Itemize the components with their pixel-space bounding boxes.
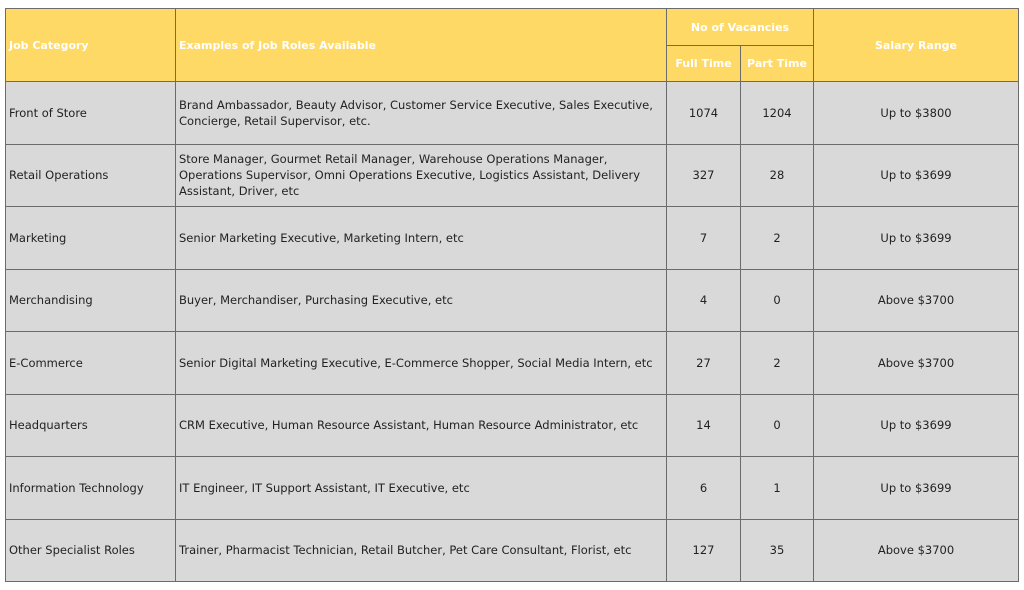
job-category-cell: Merchandising xyxy=(6,269,176,332)
header-full-time: Full Time xyxy=(667,46,741,82)
header-vacancies: No of Vacancies xyxy=(667,9,814,46)
job-roles-cell: Senior Marketing Executive, Marketing Intern, etc xyxy=(176,207,667,270)
job-category-cell: Front of Store xyxy=(6,82,176,145)
table-row xyxy=(6,144,1019,207)
part-time-cell: 0 xyxy=(741,394,814,457)
salary-cell: Up to $3699 xyxy=(814,457,1019,520)
part-time-cell: 2 xyxy=(741,332,814,395)
job-roles-cell: IT Engineer, IT Support Assistant, IT Executive, etc xyxy=(176,457,667,520)
salary-cell: Up to $3699 xyxy=(814,144,1019,207)
salary-cell: Up to $3699 xyxy=(814,394,1019,457)
salary-cell: Up to $3800 xyxy=(814,82,1019,145)
salary-cell: Above $3700 xyxy=(814,519,1019,582)
job-category-cell: Retail Operations xyxy=(6,144,176,207)
table-row xyxy=(6,519,1019,582)
full-time-cell: 14 xyxy=(667,394,741,457)
full-time-cell: 27 xyxy=(667,332,741,395)
vacancies-table xyxy=(5,8,1019,582)
table-row xyxy=(6,457,1019,520)
full-time-cell: 7 xyxy=(667,207,741,270)
table-row xyxy=(6,82,1019,145)
job-category-cell: E-Commerce xyxy=(6,332,176,395)
job-roles-cell: Brand Ambassador, Beauty Advisor, Customer Service Executive, Sales Executive, Concierge, Retail Supervisor, etc. xyxy=(176,82,667,145)
full-time-cell: 1074 xyxy=(667,82,741,145)
job-category-cell: Information Technology xyxy=(6,457,176,520)
table-row xyxy=(6,269,1019,332)
part-time-cell: 1204 xyxy=(741,82,814,145)
part-time-cell: 1 xyxy=(741,457,814,520)
header-job-category: Job Category xyxy=(6,9,176,82)
job-roles-cell: Buyer, Merchandiser, Purchasing Executive, etc xyxy=(176,269,667,332)
part-time-cell: 35 xyxy=(741,519,814,582)
full-time-cell: 4 xyxy=(667,269,741,332)
header-part-time: Part Time xyxy=(741,46,814,82)
job-roles-cell: Senior Digital Marketing Executive, E-Commerce Shopper, Social Media Intern, etc xyxy=(176,332,667,395)
table-row xyxy=(6,207,1019,270)
header-salary-range: Salary Range xyxy=(814,9,1019,82)
salary-cell: Up to $3699 xyxy=(814,207,1019,270)
table-body xyxy=(6,82,1019,582)
table-header xyxy=(6,9,1019,82)
part-time-cell: 0 xyxy=(741,269,814,332)
full-time-cell: 327 xyxy=(667,144,741,207)
job-category-cell: Headquarters xyxy=(6,394,176,457)
job-roles-cell: Store Manager, Gourmet Retail Manager, Warehouse Operations Manager, Operations Supervisor, Omni Operations Executive, Logistics Assistant, Delivery Assistant, Driver, etc xyxy=(176,144,667,207)
job-category-cell: Other Specialist Roles xyxy=(6,519,176,582)
job-category-cell: Marketing xyxy=(6,207,176,270)
table-row xyxy=(6,332,1019,395)
header-examples: Examples of Job Roles Available xyxy=(176,9,667,82)
part-time-cell: 28 xyxy=(741,144,814,207)
table-row xyxy=(6,394,1019,457)
job-roles-cell: Trainer, Pharmacist Technician, Retail Butcher, Pet Care Consultant, Florist, etc xyxy=(176,519,667,582)
salary-cell: Above $3700 xyxy=(814,332,1019,395)
full-time-cell: 127 xyxy=(667,519,741,582)
part-time-cell: 2 xyxy=(741,207,814,270)
salary-cell: Above $3700 xyxy=(814,269,1019,332)
job-roles-cell: CRM Executive, Human Resource Assistant, Human Resource Administrator, etc xyxy=(176,394,667,457)
full-time-cell: 6 xyxy=(667,457,741,520)
